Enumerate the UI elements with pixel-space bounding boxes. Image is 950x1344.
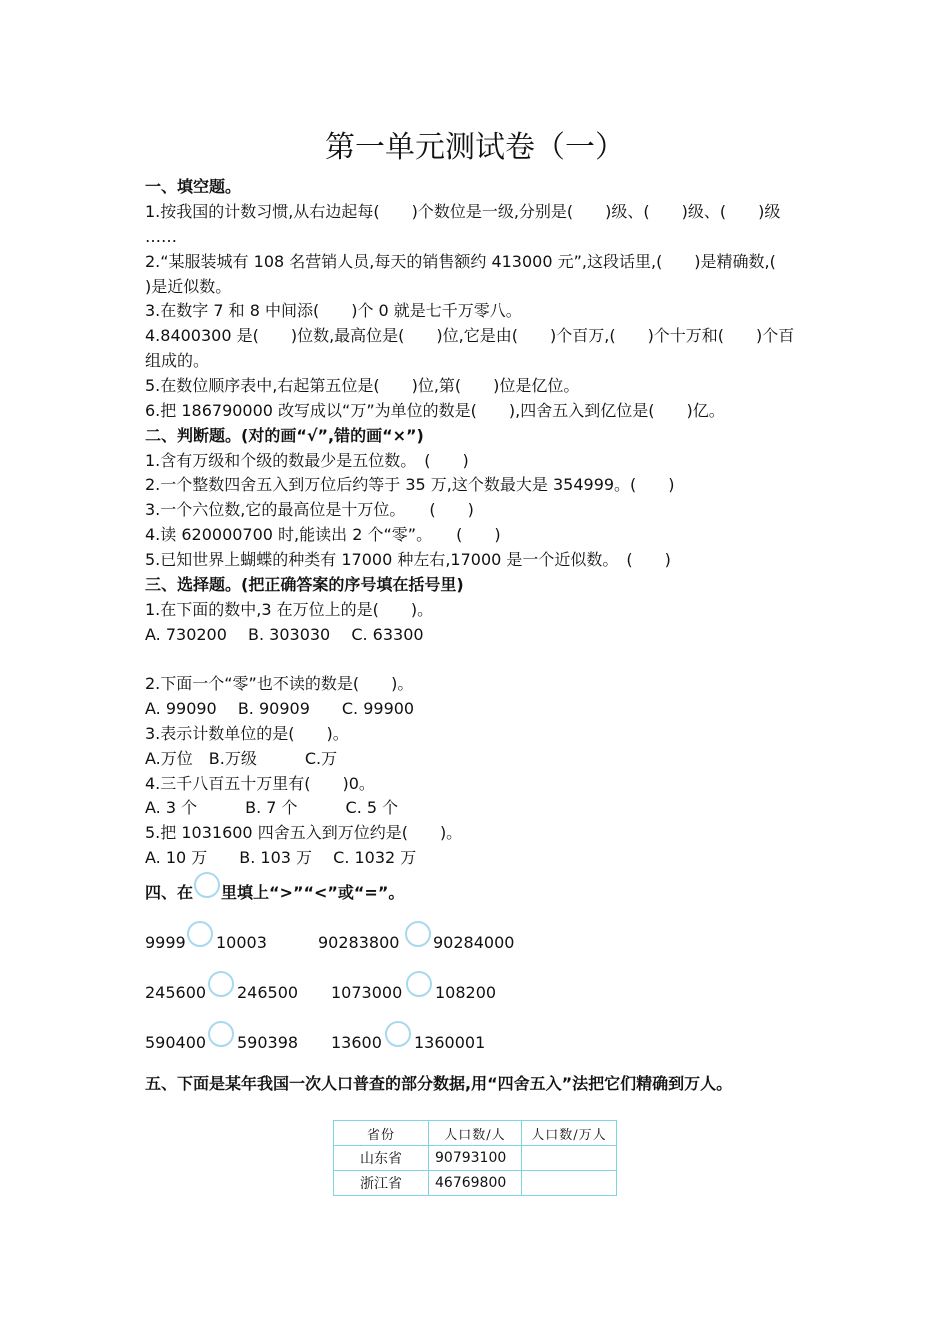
s1-question-6: 6.把 186790000 改写成以“万”为单位的数是( ),四舍五入到亿位是( )亿。 [145, 401, 725, 420]
s1-question-4: 4.8400300 是( )位数,最高位是( )位,它是由( )个百万,( )个十万和( )个百 [145, 326, 795, 345]
section-4-heading-a: 四、在 [145, 883, 194, 902]
population-table [333, 1120, 617, 1196]
cell-population: 90793100 [429, 1146, 522, 1171]
s1-question-5: 5.在数位顺序表中,右起第五位是( )位,第( )位是亿位。 [145, 376, 580, 395]
section-4-heading [145, 882, 404, 904]
compare-right-2: 90284000 [433, 933, 515, 952]
compare-left-6: 13600 [331, 1033, 382, 1052]
compare-right-5: 590398 [237, 1033, 299, 1052]
s1-question-2-cont: )是近似数。 [145, 277, 232, 296]
s3-question-5-options: A. 10 万 B. 103 万 C. 1032 万 [145, 848, 417, 867]
s3-question-2-options: A. 99090 B. 90909 C. 99900 [145, 699, 415, 718]
compare-answer-circle-1[interactable] [187, 921, 213, 947]
compare-left-1: 9999 [145, 933, 186, 952]
s1-question-2: 2.“某服装城有 108 名营销人员,每天的销售额约 413000 元”,这段话里,( )是精确数,( [145, 252, 776, 271]
circle-icon [194, 872, 220, 898]
s2-question-2: 2.一个整数四舍五入到万位后约等于 35 万,这个数最大是 354999。( ) [145, 475, 675, 494]
s3-question-3-options: A.万位 B.万级 C.万 [145, 749, 338, 768]
s2-question-5: 5.已知世界上蝴蝶的种类有 17000 种左右,17000 是一个近似数。 ( ) [145, 550, 671, 569]
s3-question-4: 4.三千八百五十万里有( )0。 [145, 774, 375, 793]
s1-question-3: 3.在数字 7 和 8 中间添( )个 0 就是七千万零八。 [145, 301, 522, 320]
cell-population: 46769800 [429, 1171, 522, 1196]
compare-answer-circle-4[interactable] [406, 971, 432, 997]
cell-province: 浙江省 [334, 1171, 429, 1196]
compare-left-5: 590400 [145, 1033, 207, 1052]
table-row [334, 1146, 617, 1171]
cell-answer-wan[interactable] [522, 1146, 617, 1171]
s2-question-1: 1.含有万级和个级的数最少是五位数。 ( ) [145, 451, 469, 470]
header-population-wan: 人口数/万人 [522, 1121, 617, 1146]
s1-question-4-cont: 组成的。 [145, 351, 210, 370]
section-5-heading: 五、下面是某年我国一次人口普查的部分数据,用“四舍五入”法把它们精确到万人。 [145, 1074, 733, 1093]
compare-right-4: 108200 [435, 983, 497, 1002]
compare-left-3: 245600 [145, 983, 207, 1002]
s3-question-1: 1.在下面的数中,3 在万位上的是( )。 [145, 600, 434, 619]
table-row [334, 1171, 617, 1196]
compare-right-6: 1360001 [414, 1033, 486, 1052]
compare-left-4: 1073000 [331, 983, 403, 1002]
s2-question-3: 3.一个六位数,它的最高位是十万位。 ( ) [145, 500, 474, 519]
section-4-heading-b: 里填上“>”“<”或“=”。 [221, 883, 405, 902]
s3-question-1-options: A. 730200 B. 303030 C. 63300 [145, 625, 424, 644]
s1-question-1-cont: …… [145, 227, 177, 246]
cell-answer-wan[interactable] [522, 1171, 617, 1196]
s3-question-2: 2.下面一个“零”也不读的数是( )。 [145, 674, 414, 693]
compare-answer-circle-5[interactable] [208, 1021, 234, 1047]
compare-right-1: 10003 [216, 933, 267, 952]
compare-answer-circle-3[interactable] [208, 971, 234, 997]
section-1-heading: 一、填空题。 [145, 177, 242, 196]
page-title: 第一单元测试卷（一） [325, 130, 625, 165]
s1-question-1: 1.按我国的计数习惯,从右边起每( )个数位是一级,分别是( )级、( )级、( )级 [145, 202, 781, 221]
header-province: 省份 [334, 1121, 429, 1146]
section-2-heading: 二、判断题。(对的画“√”,错的画“×”) [145, 426, 424, 445]
s3-question-4-options: A. 3 个 B. 7 个 C. 5 个 [145, 798, 399, 817]
table-header-row [334, 1121, 617, 1146]
s3-question-5: 5.把 1031600 四舍五入到万位约是( )。 [145, 823, 463, 842]
compare-answer-circle-2[interactable] [405, 921, 431, 947]
compare-right-3: 246500 [237, 983, 299, 1002]
cell-province: 山东省 [334, 1146, 429, 1171]
section-3-heading: 三、选择题。(把正确答案的序号填在括号里) [145, 575, 464, 594]
compare-answer-circle-6[interactable] [385, 1021, 411, 1047]
s3-question-3: 3.表示计数单位的是( )。 [145, 724, 349, 743]
header-population: 人口数/人 [429, 1121, 522, 1146]
s2-question-4: 4.读 620000700 时,能读出 2 个“零”。 ( ) [145, 525, 501, 544]
compare-left-2: 90283800 [318, 933, 400, 952]
